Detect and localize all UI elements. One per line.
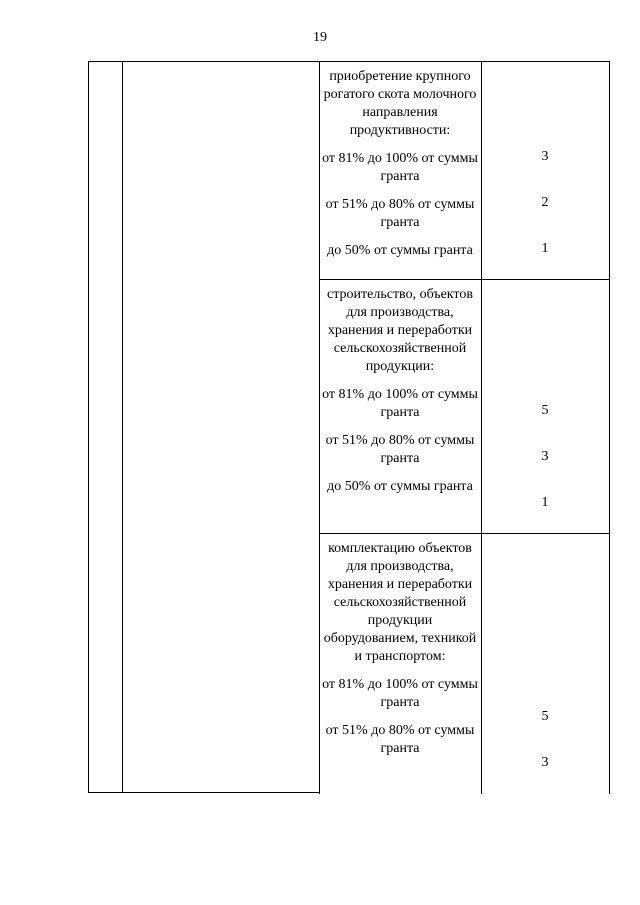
criteria-row-label: от 81% до 100% от суммы гранта [322, 677, 478, 710]
column-divider-3 [481, 61, 482, 794]
score-value: 3 [541, 449, 549, 464]
criteria-group-1 [320, 68, 480, 260]
criteria-row-label: от 81% до 100% от суммы гранта [322, 151, 478, 184]
page-number: 19 [313, 30, 327, 45]
score-value: 5 [541, 403, 549, 418]
criteria-row-label: от 51% до 80% от суммы гранта [325, 197, 475, 230]
column-divider-1 [122, 61, 123, 792]
criteria-row-label: от 51% до 80% от суммы гранта [325, 433, 475, 466]
group-divider-2 [319, 533, 610, 534]
group-divider-1 [319, 279, 610, 280]
table-border-right [609, 61, 610, 794]
criteria-group-3 [320, 540, 480, 758]
score-value: 2 [541, 195, 549, 210]
score-value: 1 [541, 495, 549, 510]
criteria-row-label: от 81% до 100% от суммы гранта [322, 387, 478, 420]
score-value: 5 [541, 709, 549, 724]
group-heading: комплектацию объектов для производства, хранения и переработки сельскохозяйственной продукции оборудованием, техникой и транспортом: [323, 541, 477, 664]
criteria-row-label: до 50% от суммы гранта [327, 479, 473, 494]
score-value: 1 [541, 241, 549, 256]
score-value: 3 [541, 149, 549, 164]
score-value: 3 [541, 755, 549, 770]
criteria-row-label: от 51% до 80% от суммы гранта [325, 723, 475, 756]
criteria-row-label: до 50% от суммы гранта [327, 243, 473, 258]
table-border-bottom [88, 792, 320, 793]
group-heading: строительство, объектов для производства, хранения и переработки сельскохозяйственной продукции: [327, 287, 473, 374]
table-border-top [88, 61, 609, 62]
group-heading: приобретение крупного рогатого скота молочного направления продуктивности: [323, 69, 477, 138]
table-border-left [88, 61, 89, 792]
criteria-group-2 [320, 286, 480, 496]
